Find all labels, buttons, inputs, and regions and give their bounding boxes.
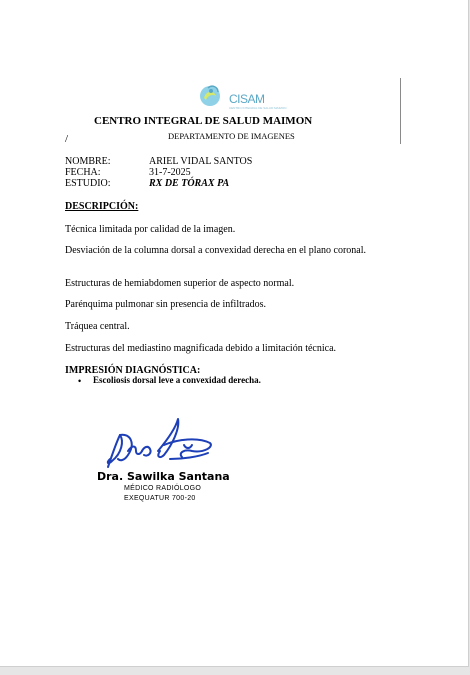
- description-paragraph: Técnica limitada por calidad de la imagen.: [65, 224, 236, 235]
- logo-subtext: CENTRO INTEGRAL DE SALUD MAIMON: [229, 106, 287, 110]
- doctor-name: Dra. Sawilka Santana: [97, 470, 230, 483]
- description-paragraph: Parénquima pulmonar sin presencia de infiltrados.: [65, 299, 267, 310]
- description-paragraph: Estructuras del mediastino magnificada debido a limitación técnica.: [65, 343, 337, 354]
- description-title: DESCRIPCIÓN:: [65, 201, 139, 212]
- study-value: RX DE TÓRAX PA: [149, 178, 230, 189]
- study-label: ESTUDIO:: [65, 178, 111, 189]
- institution-title: CENTRO INTEGRAL DE SALUD MAIMON: [94, 115, 313, 127]
- department-subtitle: DEPARTAMENTO DE IMAGENES: [168, 131, 295, 141]
- date-label: FECHA:: [65, 167, 101, 178]
- description-paragraph: Desviación de la columna dorsal a convexidad derecha en el plano coronal.: [65, 245, 366, 256]
- description-paragraph: Tráquea central.: [65, 321, 130, 332]
- doctor-title: MÉDICO RADIÓLOGO: [124, 485, 202, 492]
- slash-mark: /: [65, 133, 69, 145]
- margin-line: [400, 78, 401, 144]
- impression-item: Escoliosis dorsal leve a convexidad derecha.: [93, 375, 261, 385]
- impression-title: IMPRESIÓN DIAGNÓSTICA:: [65, 365, 201, 376]
- handwritten-signature-icon: [98, 415, 218, 473]
- logo-text: CISAM: [229, 92, 265, 106]
- date-value: 31-7-2025: [149, 167, 191, 178]
- doctor-exequatur: EXEQUATUR 700-20: [124, 495, 196, 502]
- description-paragraph: Estructuras de hemiabdomen superior de aspecto normal.: [65, 278, 295, 289]
- name-value: ARIEL VIDAL SANTOS: [149, 156, 253, 167]
- name-label: NOMBRE:: [65, 156, 111, 167]
- bullet-icon: •: [78, 376, 82, 386]
